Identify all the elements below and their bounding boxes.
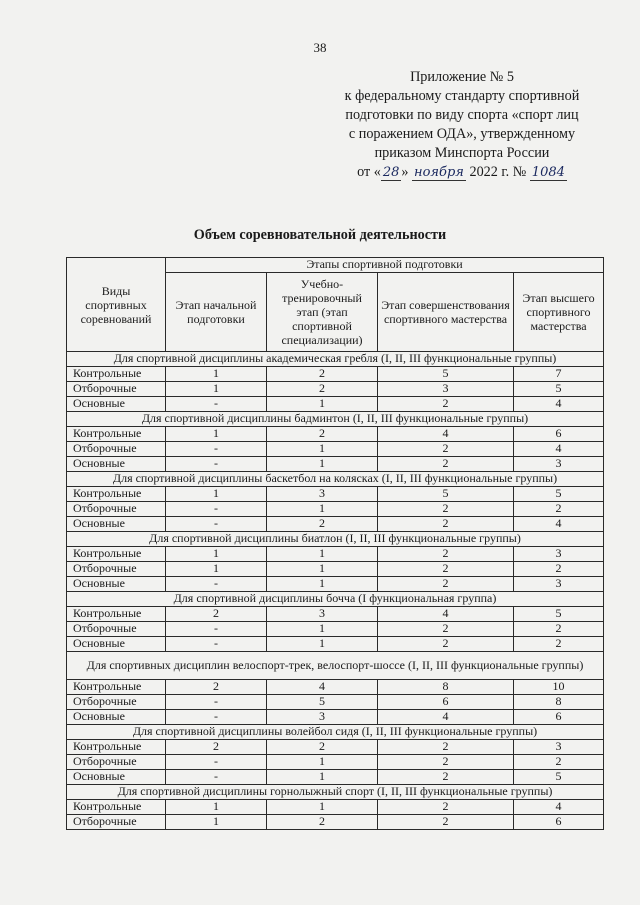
table-cell: -	[166, 755, 267, 770]
table-cell: 2	[378, 577, 514, 592]
table-row	[67, 637, 604, 652]
section-row	[67, 532, 604, 547]
table-cell: 3	[267, 710, 378, 725]
competition-kind: Отборочные	[67, 815, 166, 830]
table-cell: 6	[514, 710, 604, 725]
document-title: Объем соревновательной деятельности	[193, 227, 447, 243]
table-cell: 3	[514, 547, 604, 562]
table-cell: 1	[267, 562, 378, 577]
competition-kind: Отборочные	[67, 622, 166, 637]
table-cell: -	[166, 637, 267, 652]
table-cell: 1	[267, 755, 378, 770]
table-cell: 1	[267, 442, 378, 457]
page-number: 38	[313, 40, 327, 55]
table-cell: -	[166, 622, 267, 637]
table-row	[67, 547, 604, 562]
table-cell: 2	[378, 770, 514, 785]
table-cell: 1	[267, 457, 378, 472]
table-cell: 2	[267, 740, 378, 755]
competition-kind: Контрольные	[67, 427, 166, 442]
table-cell: 1	[166, 427, 267, 442]
column-header: Этап начальной подготовки	[166, 273, 267, 352]
section-title: Для спортивной дисциплины биатлон (I, II, III функциональные группы)	[67, 532, 604, 547]
table-cell: 2	[267, 517, 378, 532]
table-row	[67, 607, 604, 622]
table-row	[67, 770, 604, 785]
table-cell: 1	[267, 637, 378, 652]
competition-volume-table	[66, 257, 604, 830]
table-cell: 2	[378, 755, 514, 770]
table-cell: 2	[267, 382, 378, 397]
table-row	[67, 710, 604, 725]
table-row	[67, 562, 604, 577]
table-cell: 2	[166, 607, 267, 622]
table-cell: 1	[267, 547, 378, 562]
table-cell: 5	[378, 487, 514, 502]
table-cell: 2	[267, 427, 378, 442]
table-cell: 2	[378, 397, 514, 412]
section-title: Для спортивной дисциплины бадминтон (I, II, III функциональные группы)	[67, 412, 604, 427]
table-cell: -	[166, 695, 267, 710]
appendix-line: приказом Минспорта России	[374, 145, 550, 161]
table-row	[67, 517, 604, 532]
date-year: 2022 г. №	[469, 164, 527, 180]
competition-kind: Контрольные	[67, 607, 166, 622]
competition-kind: Контрольные	[67, 547, 166, 562]
table-cell: -	[166, 710, 267, 725]
table-cell: 3	[514, 457, 604, 472]
table-row	[67, 502, 604, 517]
competition-kind: Контрольные	[67, 680, 166, 695]
competition-kind: Основные	[67, 710, 166, 725]
competition-kind: Отборочные	[67, 695, 166, 710]
date-mid: »	[401, 164, 409, 180]
table-cell: 2	[378, 547, 514, 562]
section-row	[67, 472, 604, 487]
competition-kind: Отборочные	[67, 502, 166, 517]
table-cell: 1	[267, 502, 378, 517]
table-row	[67, 622, 604, 637]
table-row	[67, 427, 604, 442]
table-cell: -	[166, 770, 267, 785]
table-cell: 2	[378, 562, 514, 577]
table-cell: 1	[166, 800, 267, 815]
table-cell: 2	[514, 755, 604, 770]
table-cell: 5	[514, 607, 604, 622]
section-row	[67, 725, 604, 740]
table-cell: 1	[267, 622, 378, 637]
table-cell: 4	[378, 710, 514, 725]
appendix-line: с поражением ОДА», утвержденному	[348, 126, 576, 142]
table-row	[67, 367, 604, 382]
section-row	[67, 412, 604, 427]
appendix-line: подготовки по виду спорта «спорт лиц	[345, 107, 579, 123]
table-cell: -	[166, 397, 267, 412]
handwritten-day: 28	[382, 165, 400, 180]
section-title: Для спортивной дисциплины горнолыжный спорт (I, II, III функциональные группы)	[67, 785, 604, 800]
table-row	[67, 755, 604, 770]
section-title: Для спортивной дисциплины волейбол сидя (I, II, III функциональные группы)	[67, 725, 604, 740]
section-row	[67, 592, 604, 607]
table-cell: 2	[378, 800, 514, 815]
handwritten-order-number: 1084	[531, 165, 565, 180]
table-cell: 5	[267, 695, 378, 710]
table-cell: 5	[514, 487, 604, 502]
table-cell: 2	[514, 637, 604, 652]
table-body	[67, 352, 604, 830]
competition-kind: Основные	[67, 517, 166, 532]
table-row	[67, 577, 604, 592]
table-cell: 1	[166, 382, 267, 397]
table-cell: -	[166, 577, 267, 592]
table-cell: 8	[378, 680, 514, 695]
competition-kind: Основные	[67, 637, 166, 652]
competition-kind: Отборочные	[67, 755, 166, 770]
table-cell: 1	[166, 367, 267, 382]
table-cell: 2	[514, 502, 604, 517]
appendix-block	[322, 68, 602, 182]
table-cell: 5	[378, 367, 514, 382]
table-cell: 2	[514, 622, 604, 637]
appendix-line: к федеральному стандарту спортивной	[344, 88, 580, 104]
table-cell: 2	[267, 815, 378, 830]
table-cell: 4	[514, 442, 604, 457]
section-title: Для спортивной дисциплины бочча (I функциональная группа)	[67, 592, 604, 607]
column-header: Этап совершенствования спортивного мастерства	[378, 273, 514, 352]
table-cell: 1	[267, 800, 378, 815]
competition-kind: Контрольные	[67, 800, 166, 815]
table-cell: 10	[514, 680, 604, 695]
competition-kind: Основные	[67, 457, 166, 472]
table-cell: -	[166, 502, 267, 517]
table-cell: 3	[378, 382, 514, 397]
competition-kind: Основные	[67, 770, 166, 785]
table-row	[67, 800, 604, 815]
stages-header: Этапы спортивной подготовки	[166, 258, 604, 273]
competition-kind: Основные	[67, 397, 166, 412]
competition-kind: Контрольные	[67, 487, 166, 502]
table-row	[67, 695, 604, 710]
table-row	[67, 680, 604, 695]
section-row	[67, 352, 604, 367]
table-cell: 2	[378, 517, 514, 532]
table-cell: 1	[166, 547, 267, 562]
table-cell: 1	[267, 577, 378, 592]
table-cell: 2	[166, 740, 267, 755]
competition-kind: Основные	[67, 577, 166, 592]
section-title: Для спортивных дисциплин велоспорт-трек, велоспорт-шоссе (I, II, III функциональные группы)	[67, 652, 604, 680]
table-cell: 6	[514, 815, 604, 830]
table-row	[67, 815, 604, 830]
table-cell: 1	[166, 562, 267, 577]
table-cell: 2	[267, 367, 378, 382]
table-cell: 3	[267, 487, 378, 502]
appendix-line: Приложение № 5	[410, 69, 514, 85]
table-cell: 1	[267, 397, 378, 412]
table-cell: -	[166, 517, 267, 532]
table-cell: 2	[378, 815, 514, 830]
table-cell: 1	[267, 770, 378, 785]
table-cell: 4	[514, 800, 604, 815]
table-cell: 7	[514, 367, 604, 382]
table-row	[67, 442, 604, 457]
competition-kind: Отборочные	[67, 382, 166, 397]
kinds-header: Виды спортивных соревнований	[67, 258, 166, 352]
table-cell: 3	[514, 577, 604, 592]
table-cell: 2	[378, 740, 514, 755]
table-cell: 4	[514, 517, 604, 532]
table-cell: 5	[514, 770, 604, 785]
table-cell: 4	[378, 607, 514, 622]
table-cell: 4	[378, 427, 514, 442]
table-cell: 2	[514, 562, 604, 577]
competition-kind: Контрольные	[67, 367, 166, 382]
table-cell: 3	[514, 740, 604, 755]
date-prefix: от «	[357, 164, 381, 180]
table-cell: 4	[514, 397, 604, 412]
table-row	[67, 382, 604, 397]
table-row	[67, 487, 604, 502]
table-cell: 2	[378, 622, 514, 637]
section-row	[67, 785, 604, 800]
table-cell: 8	[514, 695, 604, 710]
table-cell: 5	[514, 382, 604, 397]
column-header: Этап высшего спортивного мастерства	[514, 273, 604, 352]
table-cell: 2	[378, 502, 514, 517]
order-date-line	[322, 163, 602, 182]
table-cell: 2	[378, 442, 514, 457]
competition-kind: Отборочные	[67, 562, 166, 577]
table-cell: 2	[378, 457, 514, 472]
table-cell: 6	[514, 427, 604, 442]
competition-kind: Отборочные	[67, 442, 166, 457]
section-title: Для спортивной дисциплины академическая гребля (I, II, III функциональные группы)	[67, 352, 604, 367]
table-cell: -	[166, 457, 267, 472]
table-cell: 2	[378, 637, 514, 652]
table-cell: 3	[267, 607, 378, 622]
table-row	[67, 397, 604, 412]
table-cell: 4	[267, 680, 378, 695]
table-cell: 6	[378, 695, 514, 710]
table-cell: -	[166, 442, 267, 457]
table-cell: 1	[166, 487, 267, 502]
table-row	[67, 457, 604, 472]
table-row	[67, 740, 604, 755]
section-title: Для спортивной дисциплины баскетбол на колясках (I, II, III функциональные группы)	[67, 472, 604, 487]
competition-kind: Контрольные	[67, 740, 166, 755]
table-cell: 1	[166, 815, 267, 830]
handwritten-month: ноября	[414, 165, 464, 180]
column-header: Учебно-тренировочный этап (этап спортивной специализации)	[267, 273, 378, 352]
section-row	[67, 652, 604, 680]
table-cell: 2	[166, 680, 267, 695]
